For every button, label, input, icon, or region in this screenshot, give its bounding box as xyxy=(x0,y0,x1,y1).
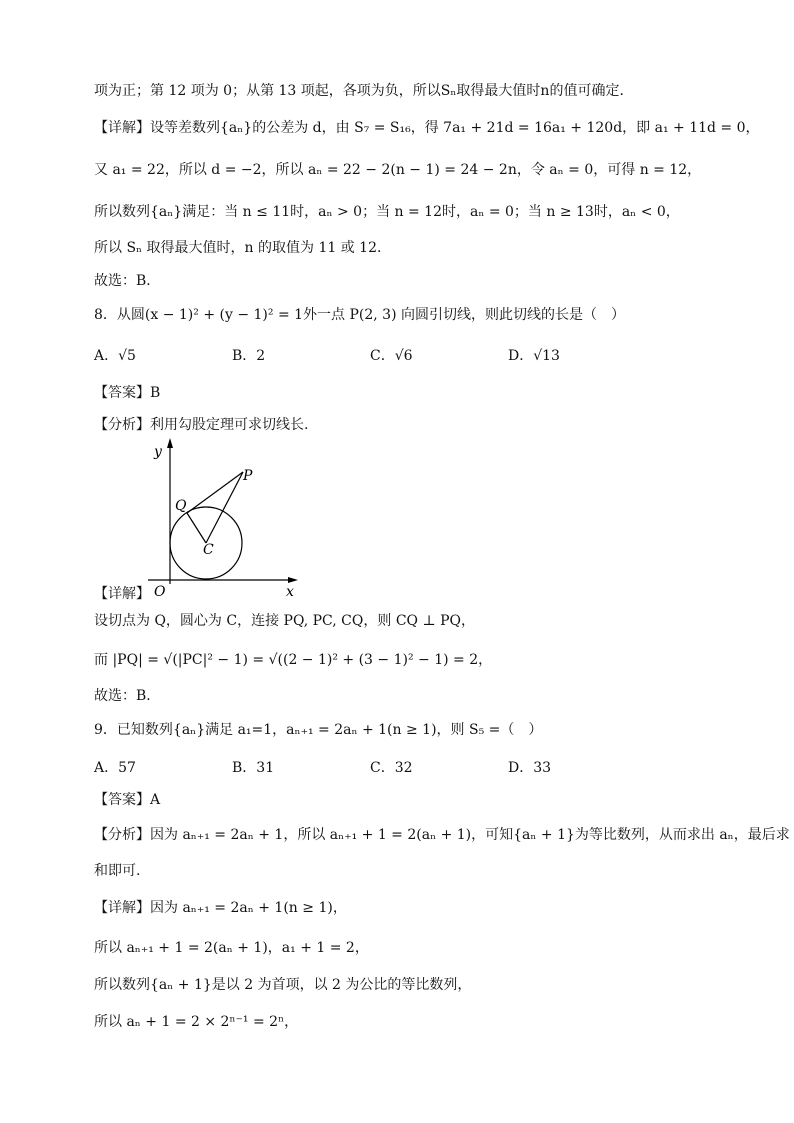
question-8: 8．从圆(x − 1)² + (y − 1)² = 1外一点 P(2, 3) 向圆引切线，则此切线的长是（ ） xyxy=(94,307,625,323)
answer-choice-8: 故选：B． xyxy=(94,688,161,704)
q9-analysis-2: 和即可. xyxy=(94,863,141,879)
text-line-2: 【详解】设等差数列{aₙ}的公差为 d，由 S₇ = S₁₆，得 7a₁ + 21d = 16a₁ + 120d，即 a₁ + 11d = 0， xyxy=(94,120,760,136)
q9-analysis-1: 【分析】因为 aₙ₊₁ = 2aₙ + 1，所以 aₙ₊₁ + 1 = 2(aₙ + 1)，可知{aₙ + 1}为等比数列，从而求出 aₙ，最后求 xyxy=(94,827,790,843)
text-line-3: 又 a₁ = 22，所以 d = −2，所以 aₙ = 22 − 2(n − 1) = 24 − 2n，令 aₙ = 0，可得 n = 12， xyxy=(94,162,702,178)
x-axis-arrow-icon xyxy=(288,577,298,583)
q9-option-c: C．32 xyxy=(370,760,413,776)
q8-answer: 【答案】B xyxy=(94,385,161,401)
label-q: Q xyxy=(175,498,187,514)
label-x: x xyxy=(286,584,294,596)
tangent-figure xyxy=(140,436,310,596)
q9-option-b: B．31 xyxy=(232,760,275,776)
y-axis-arrow-icon xyxy=(167,438,173,448)
text-line-1: 项为正；第 12 项为 0；从第 13 项起，各项为负，所以Sₙ取得最大值时n的值可确定． xyxy=(94,83,634,99)
label-p: P xyxy=(243,468,253,484)
label-c: C xyxy=(203,542,214,558)
q9-answer: 【答案】A xyxy=(94,792,161,808)
q8-option-c: C．√6 xyxy=(370,348,413,364)
q9-option-d: D．33 xyxy=(508,760,552,776)
q8-option-a: A．√5 xyxy=(94,348,136,364)
q9-detail-3: 所以数列{aₙ + 1}是以 2 为首项，以 2 为公比的等比数列， xyxy=(94,977,472,993)
q9-detail-4: 所以 aₙ + 1 = 2 × 2ⁿ⁻¹ = 2ⁿ， xyxy=(94,1014,299,1030)
q9-detail-2: 所以 aₙ₊₁ + 1 = 2(aₙ + 1)，a₁ + 1 = 2， xyxy=(94,940,369,956)
q9-option-a: A．57 xyxy=(94,760,136,776)
q8-option-b: B．2 xyxy=(232,348,266,364)
q8-detail-heading: 【详解】 xyxy=(94,586,150,602)
answer-choice-7: 故选：B． xyxy=(94,273,161,289)
label-y: y xyxy=(154,444,162,460)
text-line-5: 所以 Sₙ 取得最大值时，n 的取值为 11 或 12． xyxy=(94,240,391,256)
q9-detail-1: 【详解】因为 aₙ₊₁ = 2aₙ + 1(n ≥ 1)， xyxy=(94,900,347,916)
text-line-q8-2: 而 |PQ| = √(|PC|² − 1) = √((2 − 1)² + (3 − 1)² − 1) = 2， xyxy=(94,652,493,668)
q8-analysis: 【分析】利用勾股定理可求切线长. xyxy=(94,417,309,433)
segment-cq xyxy=(187,513,206,543)
text-line-4: 所以数列{aₙ}满足：当 n ≤ 11时，aₙ > 0；当 n = 12时，aₙ = 0；当 n ≥ 13时，aₙ < 0， xyxy=(94,204,680,220)
segment-pq xyxy=(187,472,243,513)
q8-option-d: D．√13 xyxy=(508,348,560,364)
question-9: 9．已知数列{aₙ}满足 a₁=1，aₙ₊₁ = 2aₙ + 1(n ≥ 1)，则 S₅ =（ ） xyxy=(94,722,543,738)
text-line-q8-1: 设切点为 Q，圆心为 C，连接 PQ, PC, CQ，则 CQ ⊥ PQ， xyxy=(94,613,475,629)
label-o: O xyxy=(154,584,166,596)
